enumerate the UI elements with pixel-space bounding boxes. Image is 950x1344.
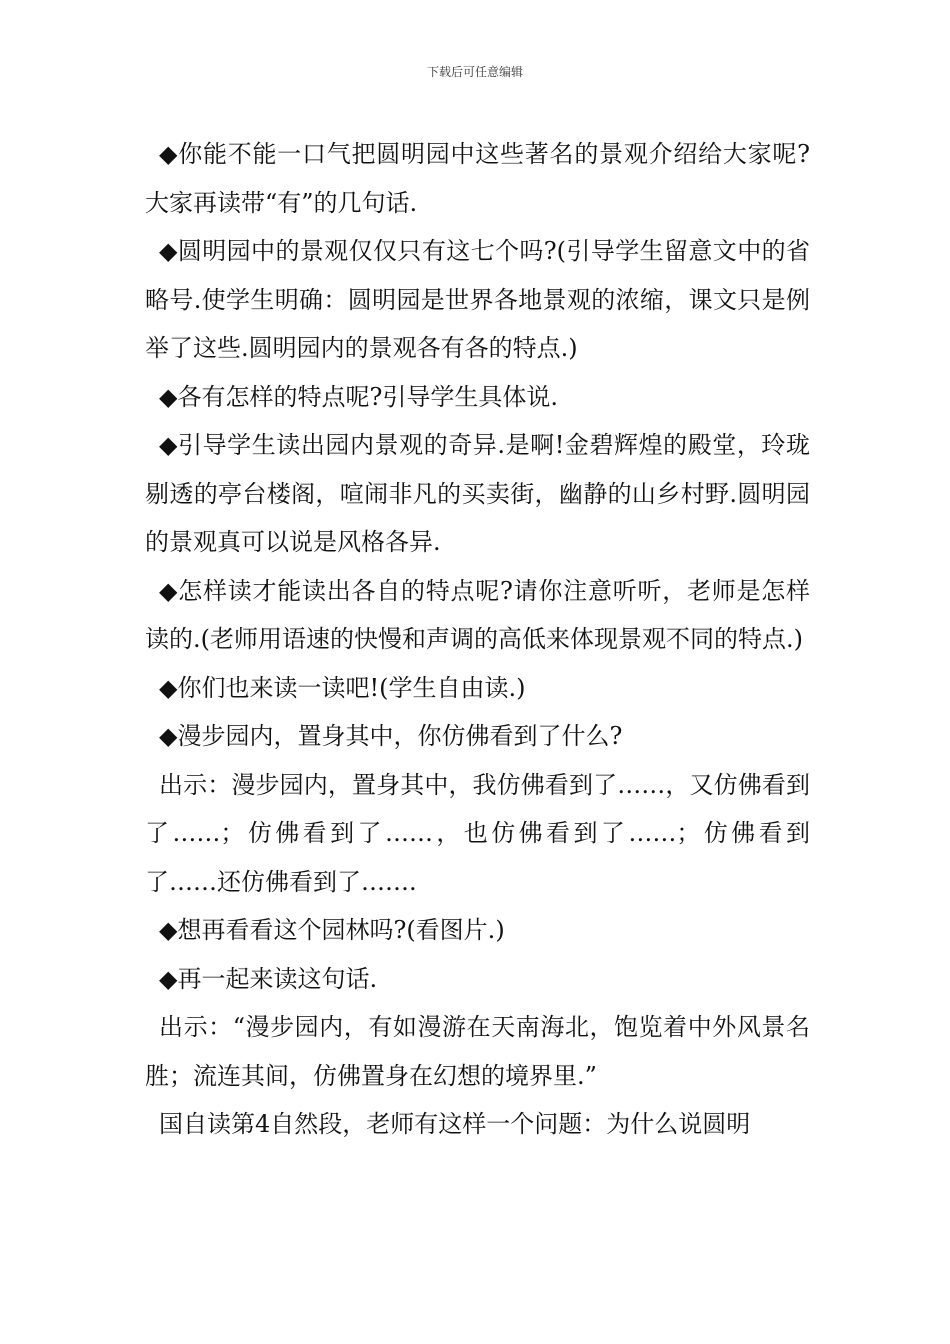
- paragraph: ◆漫步园内，置身其中，你仿佛看到了什么?: [159, 722, 623, 750]
- paragraph: ◆你们也来读一读吧!(学生自由读.): [159, 673, 526, 702]
- document-body: [145, 130, 810, 1149]
- paragraph: ◆你能不能一口气把圆明园中这些著名的景观介绍给大家呢?大家再读带“有”的几句话.: [145, 140, 810, 217]
- paragraph: ◆想再看看这个园林吗?(看图片.): [159, 916, 505, 944]
- page-header: 下载后可任意编辑: [426, 65, 523, 79]
- paragraph: ◆各有怎样的特点呢?引导学生具体说.: [159, 382, 558, 411]
- paragraph: 出示：“漫步园内，有如漫游在天南海北，饱览着中外风景名胜；流连其间，仿佛置身在幻想的境界里.”: [145, 1013, 810, 1090]
- paragraph: ◆引导学生读出园内景观的奇异.是啊!金碧辉煌的殿堂，玲珑剔透的亭台楼阁，喧闹非凡的买卖街，幽静的山乡村野.圆明园的景观真可以说是风格各异.: [145, 431, 810, 556]
- paragraph: ◆怎样读才能读出各自的特点呢?请你注意听听，老师是怎样读的.(老师用语速的快慢和声调的高低来体现景观不同的特点.): [145, 576, 810, 653]
- paragraph: ◆再一起来读这句话.: [159, 964, 378, 993]
- paragraph: 出示：漫步园内，置身其中，我仿佛看到了……，又仿佛看到了……；仿佛看到了……，也仿佛看到了……；仿佛看到了……还仿佛看到了…….: [145, 770, 810, 896]
- paragraph: 国自读第4自然段，老师有这样一个问题：为什么说圆明: [159, 1110, 751, 1138]
- paragraph: ◆圆明园中的景观仅仅只有这七个吗?(引导学生留意文中的省略号.使学生明确：圆明园是世界各地景观的浓缩，课文只是例举了这些.圆明园内的景观各有各的特点.): [145, 237, 810, 362]
